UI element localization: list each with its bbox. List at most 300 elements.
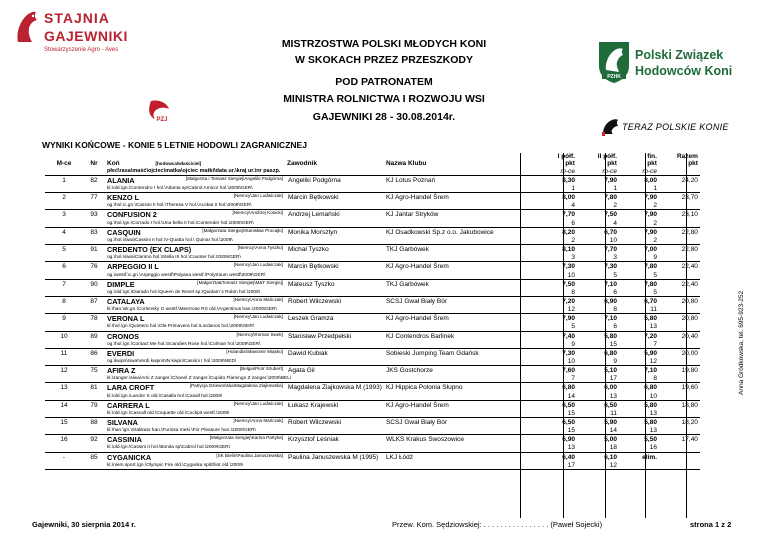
horse-cell (105, 245, 285, 255)
header-pts-1: pkt (565, 160, 575, 168)
result-row (45, 227, 700, 237)
pedigree: kl.\old.\gn.\Cassini II hol.\Bonita sp\Cabrol hol.\2009\GER\ (107, 445, 230, 451)
club: KJ Agro-Handel Śrem (384, 262, 534, 272)
place-first-half: 10 (567, 358, 575, 365)
score-total: 19,60 (659, 383, 700, 393)
place-first-half: 10 (567, 271, 575, 279)
result-row (45, 400, 700, 410)
place-first-half: 1 (571, 185, 575, 193)
score-final: 8,00 (619, 175, 659, 185)
score-first-half: 8,10 (534, 245, 577, 255)
horse-cell (105, 314, 285, 324)
result-row-pedigree (45, 462, 700, 470)
breeder-owner: [Niemcy\Andrzej Kosicki] (232, 210, 283, 216)
horse-cell (105, 331, 285, 341)
club: KJ Agro-Handel Śrem (384, 400, 534, 410)
rider: Krzysztof Leśniak (285, 435, 384, 445)
start-number: 75 (83, 366, 105, 376)
pzj-emblem-icon (145, 99, 175, 123)
score-second-half: 6,80 (577, 348, 619, 358)
header-nr: Nr (90, 160, 98, 168)
result-row (45, 435, 700, 445)
logo-text-hodowcow-koni: Hodowców Koni (635, 64, 733, 78)
table-header-row-2 (45, 160, 700, 167)
horse-name: CASSINIA (107, 435, 142, 445)
place-final: 11 (650, 306, 657, 314)
footer-judge: Przew. Kom. Sędziowskiej: . . . . . . . . . . . . . . . . (Paweł Sojecki) (392, 520, 603, 529)
place-second-half: 8 (613, 306, 617, 314)
logo-text-polski-zwiazek: Polski Związek (635, 48, 724, 62)
rider: Marcin Bętkowski (285, 262, 384, 272)
place-final (619, 462, 659, 470)
rider: Łukasz Krajewski (285, 400, 384, 410)
pedigree: kl.\zanger.\siwa\Ami Z zanger.\Chanel Z zanger.\Cupido Flamingo Z zanger.\2009\BEL\ (107, 376, 292, 382)
header-horse-label: Koń (107, 160, 120, 168)
score-first-half: 7,70 (534, 210, 577, 220)
header-place-3: m-ce (642, 167, 657, 175)
place-first-half: 12 (567, 306, 575, 314)
result-row-pedigree (45, 219, 700, 227)
place-final: 2 (653, 236, 657, 244)
pzhk-badge-text: PZHK (607, 74, 621, 80)
place-second-half: 6 (613, 323, 617, 331)
horse-cell (105, 383, 285, 393)
place-first-half: 17 (567, 461, 575, 469)
results-table-body (45, 153, 700, 471)
header-place-2: m-ce (602, 167, 617, 175)
score-total: 20,80 (659, 314, 700, 324)
pedigree: og.\kwpn\siwa\Verdi kwpn\NN kwpn\Cassini I hol.\2009\NED\ (107, 359, 237, 364)
horse-name: SILVANA (107, 418, 138, 428)
breeder-owner: [Niemcy\Jan Ludwiczak] (233, 400, 283, 406)
score-final: 7,80 (619, 279, 659, 289)
club: TKJ Garbówek (384, 245, 534, 255)
score-total: 19,80 (659, 366, 700, 376)
horse-name: CONFUSION 2 (107, 210, 157, 220)
place-second-half: 12 (609, 461, 617, 469)
footer-page: strona 1 z 2 (690, 520, 732, 529)
horse-cell (105, 400, 285, 410)
rider: Michał Tyszko (285, 245, 384, 255)
score-second-half: 6,90 (577, 296, 619, 306)
header-pts-4: pkt (688, 160, 698, 168)
score-second-half: 5,90 (577, 418, 619, 428)
result-row (45, 245, 700, 255)
place-final: 1 (653, 185, 657, 193)
score-total: 24,20 (659, 175, 700, 185)
result-row (45, 418, 700, 428)
horse-cell (105, 227, 285, 237)
score-final: 5,80 (619, 314, 659, 324)
breeder-owner: [Niemcy\Anna Mańczak] (233, 296, 283, 302)
logo-text-stajnia: STAJNIA (44, 10, 110, 26)
place-second-half: 3 (613, 254, 617, 262)
horse-cell (105, 348, 285, 358)
result-row-pedigree (45, 427, 700, 435)
place: 13 (45, 383, 83, 393)
score-total: 18,20 (659, 418, 700, 428)
place-final: 16 (649, 444, 657, 452)
score-total: 22,80 (659, 245, 700, 255)
pedigree: og.\hol.\siwa\Cassini II hol.\V-Quatta hol.\ Quinar hol.\2009\ (107, 237, 233, 243)
results-table (45, 153, 700, 471)
start-number: 89 (83, 331, 105, 341)
start-number: 91 (83, 245, 105, 255)
place-first-half: 14 (567, 392, 575, 400)
horse-name: LARA CROFT (107, 383, 155, 393)
table-bottom-border (45, 469, 700, 471)
score-total: 20,40 (659, 331, 700, 341)
horse-cell (105, 279, 285, 289)
result-row (45, 314, 700, 324)
place-final: 13 (649, 409, 657, 417)
club: KJ Jantar Stryków (384, 210, 534, 220)
club: KJ Agro-Handel Śrem (384, 314, 534, 324)
horse-name: DIMPLE (107, 279, 135, 289)
score-second-half: 5,80 (577, 331, 619, 341)
header-rider: Zawodnik (287, 160, 317, 168)
start-number: 78 (83, 314, 105, 324)
place: 9 (45, 314, 83, 324)
place-final: 7 (653, 340, 657, 348)
result-row (45, 262, 700, 272)
score-final: elim. (619, 452, 659, 462)
place-final: 10 (649, 392, 657, 400)
place-first-half: 6 (571, 219, 575, 227)
pedigree: og.\hol.\gn.\Corrado I hol.\Una bella II hol.\Contender hol.\2009\GER\ (107, 220, 254, 226)
rider: Magdalena Ziajkowska M (1993) (285, 383, 384, 393)
header-place: M-ce (56, 160, 72, 168)
place-final: 12 (649, 358, 657, 365)
result-row (45, 175, 700, 185)
place: 12 (45, 366, 83, 376)
start-number: 76 (83, 262, 105, 272)
title-line-4: MINISTRA ROLNICTWA I ROZWOJU WSI (283, 93, 485, 105)
header-place-1: m-ce (560, 167, 575, 175)
start-number: 86 (83, 348, 105, 358)
pedigree: kl.\old.\gn.\Cascall old.\Coquette old.\Cockpit westf.\2009\ (107, 410, 230, 416)
result-row (45, 331, 700, 341)
result-row-pedigree (45, 306, 700, 314)
header-pts-2: pkt (607, 160, 617, 168)
place: 15 (45, 418, 83, 428)
header-horse (105, 160, 285, 167)
place-second-half: 9 (613, 358, 617, 365)
breeder-owner: [Niemcy\Anna Tyszko] (237, 245, 283, 251)
score-first-half: 6,50 (534, 418, 577, 428)
place-first-half: 9 (571, 340, 575, 348)
rider: Marcin Bętkowski (285, 193, 384, 203)
table-header-row-1 (45, 153, 700, 160)
breeder-owner: [Niemcy\Jan Ludwiczak] (233, 193, 283, 199)
title-line-2: W SKOKACH PRZEZ PRZESZKODY (295, 54, 473, 66)
club: WLKS Krakus Swoszowice (384, 435, 534, 445)
result-row-pedigree (45, 289, 700, 297)
score-second-half: 7,10 (577, 314, 619, 324)
pedigree: kl.\han.\sk.gn.\Corlensky G westf.\Meerrose RS old.\Argentinus han.\2009\GER\ (107, 307, 277, 313)
place-second-half: 2 (613, 202, 617, 210)
place-final: 9 (653, 254, 657, 262)
breeder-owner: [Małgorzta&Tomasz Siergiej\M&T Siergiej] (197, 279, 283, 285)
horse-cell (105, 435, 285, 445)
score-final: 7,90 (619, 193, 659, 203)
rider: Angeliki Podgórna (285, 175, 384, 185)
rider: Andrzej Lemański (285, 210, 384, 220)
place: 6 (45, 262, 83, 272)
score-first-half: 6,80 (534, 383, 577, 393)
pedigree: kl.\old.\gn.\Contendro I hol.\Atlanta sp\Cabrol Amicor hol.\2009\GER\ (107, 186, 253, 192)
place-first-half: 3 (571, 254, 575, 262)
place-first-half: 2 (571, 236, 575, 244)
score-first-half: 7,60 (534, 366, 577, 376)
rider: Mateusz Tyszko (285, 279, 384, 289)
horse-name: CREDENTO (EX CLAPS) (107, 245, 192, 255)
score-second-half: 7,70 (577, 245, 619, 255)
place: 11 (45, 348, 83, 358)
score-second-half: 7,30 (577, 262, 619, 272)
club: KJ Contendros Barlinek (384, 331, 534, 341)
place: - (45, 452, 83, 462)
club: Sobieski Jumping Team Gdańsk (384, 348, 534, 358)
result-row-pedigree (45, 410, 700, 418)
result-row (45, 366, 700, 376)
title-line-1: MISTRZOSTWA POLSKI MŁODYCH KONI (281, 38, 487, 50)
score-total: 22,40 (659, 262, 700, 272)
place-final: 5 (653, 288, 657, 296)
horse-name: CYGANICKA (107, 452, 152, 462)
score-second-half: 7,50 (577, 210, 619, 220)
place-final: 5 (653, 271, 657, 279)
pedigree: kl.\hol.\gn.\Quintero hol.\Ola Primavera hol.\Lordanos hol.\2009\GER\ (107, 324, 255, 330)
header-pts-3: pkt (647, 160, 657, 168)
place-second-half: 10 (609, 236, 617, 244)
score-first-half: 7,30 (534, 348, 577, 358)
score-total: 17,40 (659, 435, 700, 445)
result-row (45, 210, 700, 220)
rider: Robert Wilczewski (285, 296, 384, 306)
score-final: 7,00 (619, 245, 659, 255)
place-final: 8 (653, 375, 657, 383)
title-line-5: GAJEWNIKI 28 - 30.08.2014r. (312, 111, 456, 123)
pedigree: og.\westf.\c.gn.\Arpeggio westf\Polyana westf.\Polytraum westf\2009\GER\ (107, 272, 266, 278)
score-first-half: 7,40 (534, 331, 577, 341)
score-first-half: 7,50 (534, 279, 577, 289)
header-pedigree: płeć\rasa\maść\ojciec\matka\ojciec matki\data ur.\kraj ur.\nr paszp. (107, 168, 281, 175)
score-final: 7,90 (619, 227, 659, 237)
header-total: Razem (676, 153, 698, 161)
place: 5 (45, 245, 83, 255)
score-second-half: 7,90 (577, 175, 619, 185)
score-second-half: 6,00 (577, 383, 619, 393)
pedigree: kl.\niem.sport.\gn.\Olympic Fire old.\Cyganka sp\Elliot old.\2009\ (107, 462, 243, 468)
header-club: Nazwa Klubu (385, 160, 427, 168)
place: 3 (45, 210, 83, 220)
score-final: 7,10 (619, 366, 659, 376)
club: KJ Agro-Handel Śrem (384, 193, 534, 203)
horse-name: VERONA L (107, 314, 145, 324)
breeder-owner: [Belgia\Piotr Szubert] (239, 366, 283, 372)
score-final: 5,50 (619, 435, 659, 445)
place-second-half: 18 (609, 444, 617, 452)
place-first-half: 8 (571, 288, 575, 296)
place-first-half: 7 (571, 375, 575, 383)
horse-cell (105, 210, 285, 220)
score-final: 6,70 (619, 296, 659, 306)
place: 10 (45, 331, 83, 341)
breeder-owner: [Małgorzata Siergiej\Karina Partyka] (209, 435, 283, 441)
horse-name: ALANIA (107, 175, 135, 185)
rider: Agata Gil (285, 366, 384, 376)
breeder-owner: [SK Bielin\Paulina Januszewska] (216, 452, 283, 458)
horse-cell (105, 366, 285, 376)
place-second-half: 14 (609, 427, 617, 435)
rider: Paulina Januszewska M (1995) (285, 452, 384, 462)
place-second-half: 17 (609, 375, 617, 383)
score-first-half: 6,90 (534, 435, 577, 445)
start-number: 92 (83, 435, 105, 445)
rider: Stanisław Przedpełski (285, 331, 384, 341)
place-final: 2 (653, 219, 657, 227)
club: TKJ Garbówek (384, 279, 534, 289)
score-second-half: 6,50 (577, 400, 619, 410)
result-row-pedigree (45, 185, 700, 193)
place: 4 (45, 227, 83, 237)
score-final: 5,80 (619, 418, 659, 428)
club: JKS Gostchorze (384, 366, 534, 376)
place: 2 (45, 193, 83, 203)
score-final: 7,20 (619, 331, 659, 341)
result-row (45, 296, 700, 306)
score-first-half: 7,20 (534, 296, 577, 306)
score-second-half: 6,10 (577, 452, 619, 462)
result-row-pedigree (45, 375, 700, 383)
rider: Monika Morsztyn (285, 227, 384, 237)
score-first-half: 8,30 (534, 175, 577, 185)
club: LKJ Łódź (384, 452, 534, 462)
score-second-half: 7,80 (577, 193, 619, 203)
club: KJ Lotus Poznań (384, 175, 534, 185)
horse-name: KENZO L (107, 193, 140, 203)
score-final: 6,80 (619, 383, 659, 393)
horse-name: CATALAYA (107, 296, 145, 306)
horse-name: ARPEGGIO II L (107, 262, 159, 272)
score-total: 22,80 (659, 227, 700, 237)
score-first-half: 8,20 (534, 227, 577, 237)
horse-cell (105, 175, 285, 185)
place: 7 (45, 279, 83, 289)
place-first-half: 15 (567, 427, 575, 435)
place: 8 (45, 296, 83, 306)
pedigree: og.\old.\gn.\Diarado hol.\Queen de Revel sp.\Quidam`s Rubin hol.\2009\ (107, 289, 261, 295)
score-second-half: 6,70 (577, 227, 619, 237)
place-second-half: 5 (613, 271, 617, 279)
place-second-half: 6 (613, 288, 617, 296)
result-row-pedigree (45, 202, 700, 210)
horse-name: CRONOS (107, 331, 140, 341)
teraz-text: TERAZ POLSKIE KONIE (622, 122, 729, 132)
score-second-half: 5,10 (577, 366, 619, 376)
results-subtitle: WYNIKI KOŃCOWE - KONIE 5 LETNIE HODOWLI ZAGRANICZNEJ (42, 140, 307, 150)
pedigree: kl.\old.\gn.\Landor S old.\Casalla hol.\Casall hol.\2009\ (107, 393, 223, 399)
pzj-logo (145, 99, 175, 123)
pedigree: og.\hol.\gn.\Contact Me hol.\Scandies Rose hol.\Colman hol.\2009\GER\ (107, 341, 261, 347)
breeder-owner: [Niemcy\Roman Swek] (236, 331, 283, 337)
rider: Dawid Kubiak (285, 348, 384, 358)
pzj-text: PZJ (156, 117, 168, 123)
breeder-owner: [Małgorzta i Tomasz Siergiej\Angeliki Podgórna] (185, 175, 283, 181)
result-row-pedigree (45, 444, 700, 452)
horse-name: EVERDI (107, 348, 135, 358)
rider: Robert Wilczewski (285, 418, 384, 428)
pedigree: og.\hol.\c.gn.\Cassini II hol.\Theresa V hol.\Acobat II hol.\2009\GER\ (107, 203, 252, 209)
score-total: 20,00 (659, 348, 700, 358)
result-row (45, 452, 700, 462)
result-row-pedigree (45, 323, 700, 331)
score-final: 5,80 (619, 400, 659, 410)
breeder-owner: [Małgorzata Siergiej\Stanisław Procajło] (202, 227, 283, 233)
start-number: 77 (83, 193, 105, 203)
header-final: fin. (647, 153, 657, 161)
score-total: 23,10 (659, 210, 700, 220)
result-row-pedigree (45, 271, 700, 279)
header-owner: [hodowca\właściciel] (155, 161, 202, 167)
score-first-half: 8,00 (534, 193, 577, 203)
footer-date: Gajewniki, 30 sierpnia 2014 r. (32, 520, 136, 529)
start-number: 93 (83, 210, 105, 220)
breeder-owner: [Patrycja Dziewońska\Magdalena Ziajkowska] (189, 383, 283, 389)
breeder-owner: [Niemcy\Jan Ludwiczak] (233, 314, 283, 320)
title-line-3: POD PATRONATEM (335, 76, 433, 88)
horse-cell (105, 452, 285, 462)
result-row (45, 193, 700, 203)
rider: Leszek Gramza (285, 314, 384, 324)
place-second-half: 4 (613, 219, 617, 227)
logo-text-subtitle: Stowarzyszenie Agro - Aves (44, 47, 119, 53)
place-second-half: 13 (609, 392, 617, 400)
result-row (45, 348, 700, 358)
score-total: 22,40 (659, 279, 700, 289)
start-number: 87 (83, 296, 105, 306)
club: SCSJ Gwał Biały Bór (384, 418, 534, 428)
place-first-half: 15 (567, 409, 575, 417)
horse-cell (105, 193, 285, 203)
club: SCSJ Gwał Biały Bór (384, 296, 534, 306)
place-final: 13 (649, 323, 657, 331)
breeder-owner: [Niemcy\Jan Ludwiczak] (233, 262, 283, 268)
score-first-half: 7,30 (534, 262, 577, 272)
side-note: Anna Gródkowska, tel. 695-923-252 (738, 290, 745, 395)
place-final: 13 (649, 427, 657, 435)
place: 1 (45, 175, 83, 185)
start-number: 85 (83, 452, 105, 462)
start-number: 79 (83, 400, 105, 410)
result-row-pedigree (45, 341, 700, 349)
score-second-half: 7,10 (577, 279, 619, 289)
score-first-half: 6,40 (534, 452, 577, 462)
score-total: 20,80 (659, 296, 700, 306)
horse-cell (105, 296, 285, 306)
score-first-half: 7,90 (534, 314, 577, 324)
horse-name: CARRERA L (107, 400, 150, 410)
club: KJ Osadkowski Sp.z o.o. Jakubowice (384, 227, 534, 237)
score-final: 7,90 (619, 210, 659, 220)
result-row (45, 279, 700, 289)
place-first-half: 4 (571, 202, 575, 210)
pedigree: og.\hol.\siwa\Clarimo hol.\Stella III hol.\Counter hol.\2009\GER\ (107, 255, 241, 261)
score-total: 18,80 (659, 400, 700, 410)
header-first-half: I półf. (557, 153, 575, 161)
place-first-half: 5 (571, 323, 575, 331)
